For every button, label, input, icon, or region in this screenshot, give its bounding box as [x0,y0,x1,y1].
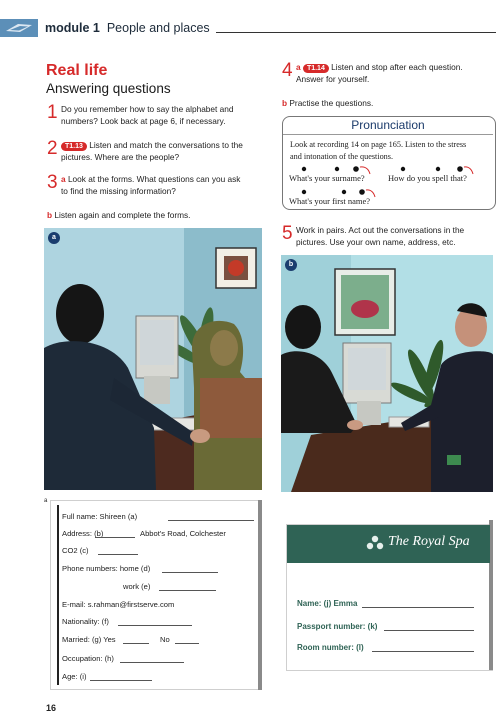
flower-logo-icon [366,535,384,553]
exercise-4b-text [282,98,373,108]
exercise-2-line-1: Listen and match the conversations to the [89,140,243,150]
illustration-a-scene [44,228,262,490]
exercise-4-line-1: Listen and stop after each question. [331,62,463,72]
exercise-5-number: 5 [282,223,293,244]
field-spa-name: Name: (j) Emma [297,599,358,608]
pronunciation-line-1: Look at recording 14 on page 165. Listen to the stress [290,140,467,149]
pronunciation-instructions [290,139,466,162]
field-occupation: Occupation: (h) [62,654,114,663]
module-number: module 1 [45,21,100,35]
exercise-3-text [61,174,240,197]
field-phone-work: work (e) [123,582,151,591]
form-a-label: a [44,498,48,504]
exercise-4-number: 4 [282,60,293,81]
module-logo-icon [4,21,34,35]
field-age: Age: (i) [62,672,87,681]
form-a-margin-line [57,505,59,685]
field-nationality: Nationality: (f) [62,617,109,626]
pron-question-2: How do you spell that? [388,173,467,183]
address-value: Abbot's Road, Colchester [140,529,226,538]
recording-badge[interactable]: T1.14 [303,64,329,73]
field-room: Room number: (l) [297,643,364,652]
passport-blank[interactable] [384,630,474,631]
pron-question-3: What's your first name? [289,196,371,206]
section-heading: Real life [46,62,108,79]
exercise-2-number: 2 [47,138,58,159]
spa-name-blank[interactable] [362,607,474,608]
postcode-blank[interactable] [98,554,138,555]
exercise-3-sub-b: b [47,210,53,220]
exercise-2-line-2: pictures. Where are the people? [61,151,180,162]
module-title [45,21,210,35]
exercise-4b-line: Practise the questions. [289,98,374,108]
exercise-3-sub-a: a [61,174,66,184]
age-blank[interactable] [90,680,152,681]
exercise-2-text [61,140,243,163]
field-married: Married: (g) Yes [62,635,116,644]
module-name: People and places [106,21,210,35]
pronunciation-line-2: and intonation of the questions. [290,151,394,161]
exercise-1-number: 1 [47,102,58,123]
exercise-1-text [61,104,234,127]
exercise-5-text [296,225,464,248]
field-phone-home: Phone numbers: home (d) [62,564,151,573]
section-subheading: Answering questions [46,81,171,96]
pron-question-1: What's your surname? [289,173,365,183]
exercise-3-line-2: to find the missing information? [61,185,176,196]
illustration-b-scene [281,255,493,492]
exercise-4-sub-b: b [282,98,288,108]
phone-home-blank[interactable] [162,572,218,573]
exercise-1-line-2: numbers? Look back at page 6, if necessary. [61,115,226,126]
spa-title: The Royal Spa [388,534,470,549]
married-no-blank[interactable] [175,643,199,644]
field-full-name: Full name: Shireen (a) [62,512,138,521]
exercise-4-line-2: Answer for yourself. [296,73,370,84]
full-name-blank[interactable] [168,520,254,521]
field-address: Address: (b) [62,529,104,538]
field-married-no: No [160,635,170,644]
occupation-blank[interactable] [120,662,184,663]
picture-b-badge: b [285,259,297,271]
illustration-b [281,255,493,492]
address-blank[interactable] [95,537,135,538]
exercise-1-line-1: Do you remember how to say the alphabet and [61,104,234,114]
exercise-4-text [296,62,463,85]
form-a-scrollbar[interactable] [258,500,262,690]
recording-badge[interactable]: T1.13 [61,142,87,151]
phone-work-blank[interactable] [159,590,216,591]
nationality-blank[interactable] [118,625,192,626]
pronunciation-divider [283,134,493,135]
pronunciation-title: Pronunciation [351,118,425,132]
header-rule [216,32,496,33]
exercise-3-number: 3 [47,172,58,193]
field-email: E-mail: s.rahman@firstserve.com [62,600,175,609]
field-postcode: CO2 (c) [62,546,89,555]
room-blank[interactable] [372,651,474,652]
exercise-5-line-1: Work in pairs. Act out the conversations in the [296,225,465,235]
page-number: 16 [46,703,57,713]
picture-a-badge: a [48,232,60,244]
field-passport: Passport number: (k) [297,622,378,631]
married-yes-blank[interactable] [123,643,149,644]
exercise-3-line-1: Look at the forms. What questions can you ask [67,174,241,184]
exercise-5-line-2: pictures. Use your own name, address, etc. [296,236,456,247]
illustration-a [44,228,262,490]
exercise-4-sub-a: a [296,62,301,72]
exercise-3b-text [47,210,190,220]
exercise-3b-line: Listen again and complete the forms. [54,210,191,220]
